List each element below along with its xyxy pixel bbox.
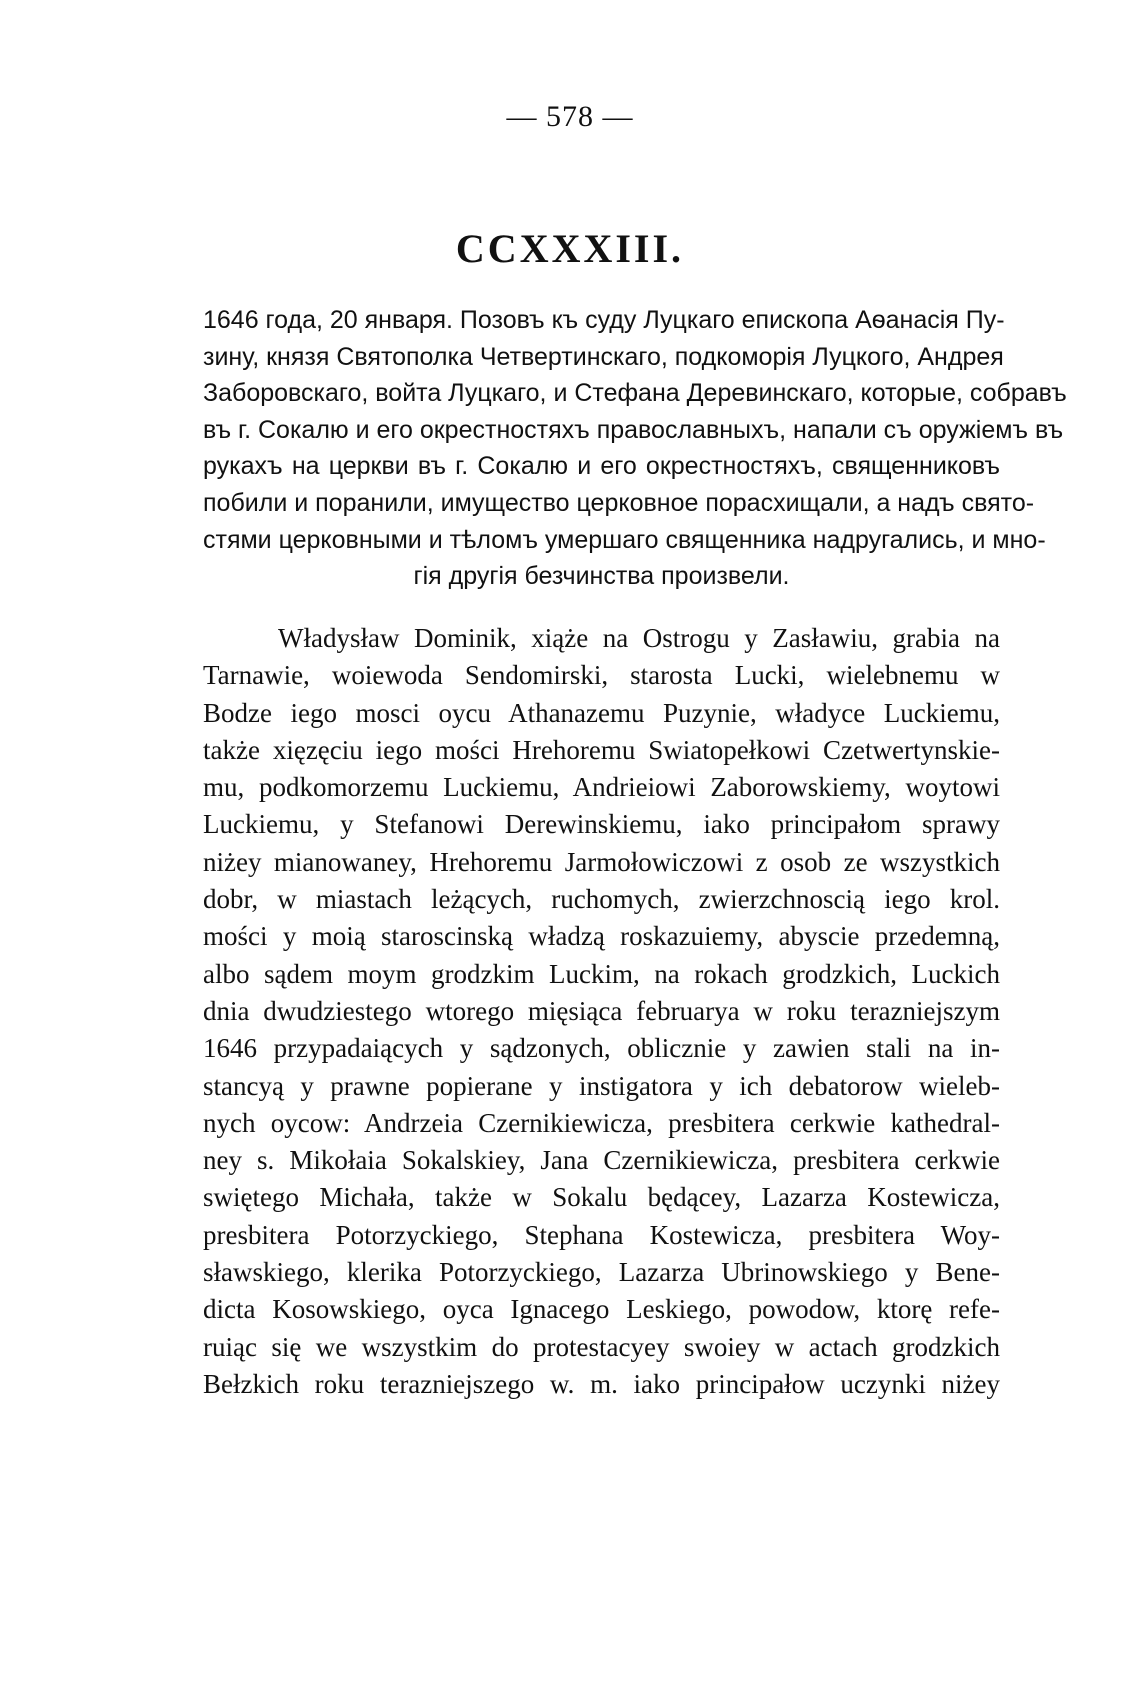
body-line: dicta Kosowskiego, oyca Ignacego Leskiego, powodow, ktorę refe- — [203, 1294, 1000, 1325]
summary-line: зину, князя Святополка Четвертинскаго, подкоморія Луцкого, Андрея — [203, 342, 1004, 371]
body-line: Bełzkich roku terazniejszego w. m. iako principałow uczynki niżey — [203, 1368, 1000, 1399]
body-line: dobr, w miastach leżących, ruchomych, zwierzchnoscią iego krol. — [203, 884, 1000, 915]
body-line: Władysław Dominik, xiąże na Ostrogu y Zasławiu, grabia na — [278, 623, 1000, 653]
body-line: Tarnawie, woiewoda Sendomirski, starosta Lucki, wielebnemu w — [203, 660, 1000, 691]
summary-line: Заборовскаго, войта Луцкаго, и Стефана Деревинскаго, которые, собравъ — [203, 379, 1067, 408]
body-line: albo sądem moym grodzkim Luckim, na rokach grodzkich, Luckich — [203, 958, 1000, 989]
body-line: dnia dwudziestego wtorego mięsiąca februarya w roku terazniejszym — [203, 995, 1000, 1026]
summary-line: побили и поранили, имущество церковное порасхищали, а надъ свято- — [203, 488, 1035, 517]
body-line: niżey mianowaney, Hrehoremu Jarmołowiczowi z osob ze wszystkich — [203, 846, 1000, 877]
body-line: swiętego Michała, także w Sokalu będącey, Lazarza Kostewicza, — [203, 1182, 1000, 1213]
body-line: Luckiemu, y Stefanowi Derewinskiemu, iako principałom sprawy — [203, 809, 1000, 840]
body-line: ruiąc się we wszystkim do protestacyey swoiey w actach grodzkich — [203, 1331, 1000, 1362]
summary-line: стями церковными и тѣломъ умершаго священника надругались, и мно- — [203, 525, 1046, 554]
body-line: mości y moią staroscinską władzą roskazuiemy, abyscie przedemną, — [203, 921, 1000, 952]
body-line: 1646 przypadaiących y sądzonych, oblicznie y zawien stali na in- — [203, 1033, 1000, 1064]
document-number: CCXXXIII. — [455, 226, 685, 271]
document-body — [203, 620, 1000, 1403]
body-line: nych oycow: Andrzeia Czernikiewicza, presbitera cerkwie kathedral- — [203, 1107, 1000, 1138]
body-line: także xięzęciu iego mości Hrehoremu Swiatopełkowi Czetwertynskie- — [203, 734, 1000, 765]
body-line: mu, podkomorzemu Luckiemu, Andrieiowi Zaborowskiemy, woytowi — [203, 772, 1000, 803]
summary-line: гія другія безчинства произвели. — [413, 562, 790, 591]
body-line: sławskiego, klerika Potorzyckiego, Lazarza Ubrinowskiego y Bene- — [203, 1257, 1000, 1288]
summary-line: въ г. Сокалю и его окрестностяхъ православныхъ, напали съ оружіемъ въ — [203, 415, 1064, 444]
summary-line: 1646 года, 20 января. Позовъ къ суду Луцкаго епископа Аѳанасія Пу- — [203, 306, 1005, 334]
page-number: — 578 — — [506, 100, 634, 133]
body-line: presbitera Potorzyckiego, Stephana Kostewicza, presbitera Woy- — [203, 1219, 1000, 1250]
body-line: ney s. Mikołaia Sokalskiey, Jana Czernikiewicza, presbitera cerkwie — [203, 1145, 1000, 1176]
body-line: stancyą y prawne popierane y instigatora y ich debatorow wieleb- — [203, 1070, 1000, 1101]
body-line: Bodze iego mosci oycu Athanazemu Puzynie, władyce Luckiemu, — [203, 697, 1000, 728]
summary-line: рукахъ на церкви въ г. Сокалю и его окрестностяхъ, священниковъ — [203, 452, 1000, 481]
document-summary — [203, 302, 1067, 595]
